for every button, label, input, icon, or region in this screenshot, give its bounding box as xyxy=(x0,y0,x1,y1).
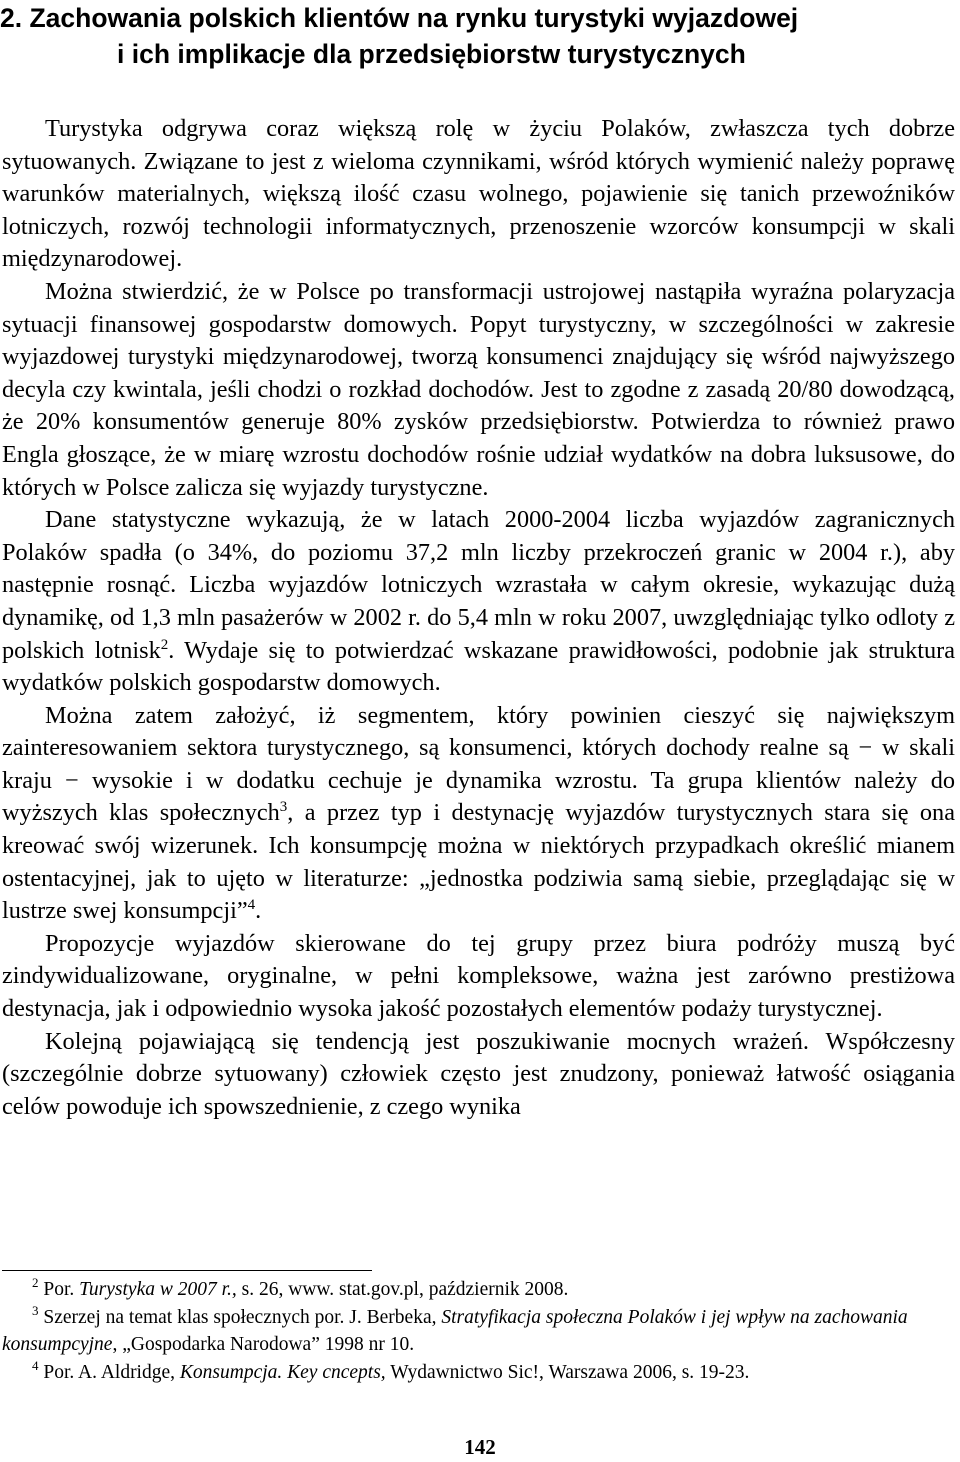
footnote-separator xyxy=(2,1270,372,1271)
footnote-title: Konsumpcja. Key cncepts, xyxy=(179,1361,386,1383)
heading-line-2: i ich implikacje dla przedsiębiorstw turystycznych xyxy=(117,39,746,69)
footnote-number: 3 xyxy=(32,1302,39,1318)
footnote-title: Turystyka w 2007 r., xyxy=(79,1279,237,1300)
paragraph-1: Turystyka odgrywa coraz większą rolę w życiu Polaków, zwłaszcza tych dobrze sytuowanych. Związane to jest z wieloma czynnikami, wśród których wymienić należy poprawę warunków materialnych, większą ilość czasu wolnego, pojawienie się tanich przewoźników lotniczych, rozwój technologii informatycznych, przenoszenie wzorców konsumpcji w skali międzynarodowej. xyxy=(2,115,955,273)
paragraph-3: Dane statystyczne wykazują, że w latach 2000-2004 liczba wyjazdów zagranicznych Polaków spadła (o 34%, do poziomu 37,2 mln liczby przekroczeń granic w 2004 r.), aby następnie rosnąć. Liczba wyjazdów lotniczych wzrastała w całym okresie, wykazując dużą dynamikę, od 1,3 mln pasażerów w 2002 r. do 5,4 mln w roku 2007, uwzględniając tylko odloty z polskich lotnisk$^2$. Wydaje się to potwierdzać wskazane prawidłowości, podobnie jak struktura wydatków polskich gospodarstw domowych. xyxy=(2,506,955,697)
footnote-ref-2[interactable]: 2 xyxy=(160,636,169,653)
paragraph-5: Propozycje wyjazdów skierowane do tej grupy przez biura podróży muszą być zindywidualizowane, oryginalne, w pełni kompleksowe, ważna jest zarówno prestiżowa destynacja, jak i odpowiednio wysoka jakość pozostałych elementów podaży turystycznej. xyxy=(2,929,955,1023)
footnote-title: Stratyfikacja społeczna Polaków i jej wpływ na zachowania konsumpcyjne xyxy=(2,1306,908,1356)
heading-line-1: 2. Zachowania polskich klientów na rynku turystyki wyjazdowej xyxy=(0,3,799,33)
paragraph-6: Kolejną pojawiającą się tendencją jest poszukiwanie mocnych wrażeń. Współczesny (szczególnie dobrze sytuowany) człowiek często jest znudzony, ponieważ łatwość osiągania celów powoduje ich spowszednienie, z czego wynika xyxy=(2,1027,955,1120)
page-number: 142 xyxy=(464,1435,496,1459)
paragraph-2: Można stwierdzić, że w Polsce po transformacji ustrojowej nastąpiła wyraźna polaryzacja sytuacji finansowej gospodarstw domowych. Popyt turystyczny, w szczególności w zakresie wyjazdowej turystyki międzynarodowej, tworzą konsumenci znajdujący się wśród najwyższego decyla czy kwintala, jeśli chodzi o rozkład dochodów. Jest to zgodne z zasadą 20/80 dowodzącą, że 20% konsumentów generuje 80% zysków przedsiębiorstw. Potwierdza to również prawo Engla głoszące, że w miarę wzrostu dochodów rośnie udział wydatków na dobra luksusowe, do których w Polsce zalicza się wyjazdy turystyczne. xyxy=(2,277,955,501)
footnote-ref-4[interactable]: 4 xyxy=(247,897,256,914)
footnote-number: 4 xyxy=(32,1357,39,1373)
chapter-heading xyxy=(0,0,960,72)
footnote-number: 2 xyxy=(32,1275,39,1290)
footnote-2: $^2$ Por. Turystyka w 2007 r., s. 26, www. stat.gov.pl, październik 2008. xyxy=(32,1275,569,1300)
footnote-3: $^3$ Szerzej na temat klas społecznych por. J. Berbeka, Stratyfikacja społeczna Polaków i jej wpływ na zachowania konsumpcyjne, „Gospodarka Narodowa” 1998 nr 10. xyxy=(2,1302,908,1356)
footnote-ref-3[interactable]: 3 xyxy=(279,799,288,816)
body-text xyxy=(2,113,955,1123)
footnote-4: $^4$ Por. A. Aldridge, Konsumpcja. Key cncepts, Wydawnictwo Sic!, Warszawa 2006, s. 19-23. xyxy=(32,1357,750,1383)
footnotes xyxy=(2,1276,955,1386)
paragraph-4: Można zatem założyć, iż segmentem, który powinien cieszyć się największym zainteresowaniem sektora turystycznego, są konsumenci, których dochody realne są − w skali kraju − wysokie i w dodatku cechuje je dynamika wzrostu. Ta grupa klientów należy do wyższych klas społecznych$^3$, a przez typ i destynację wyjazdów turystycznych stara się ona kreować swój wizerunek. Ich konsumpcję można w niektórych przypadkach określić mianem ostentacyjnej, jak to ujęto w literaturze: „jednostka podziwia samą siebie, przeglądając się w lustrze swej konsumpcji”$^4$. xyxy=(2,701,955,925)
